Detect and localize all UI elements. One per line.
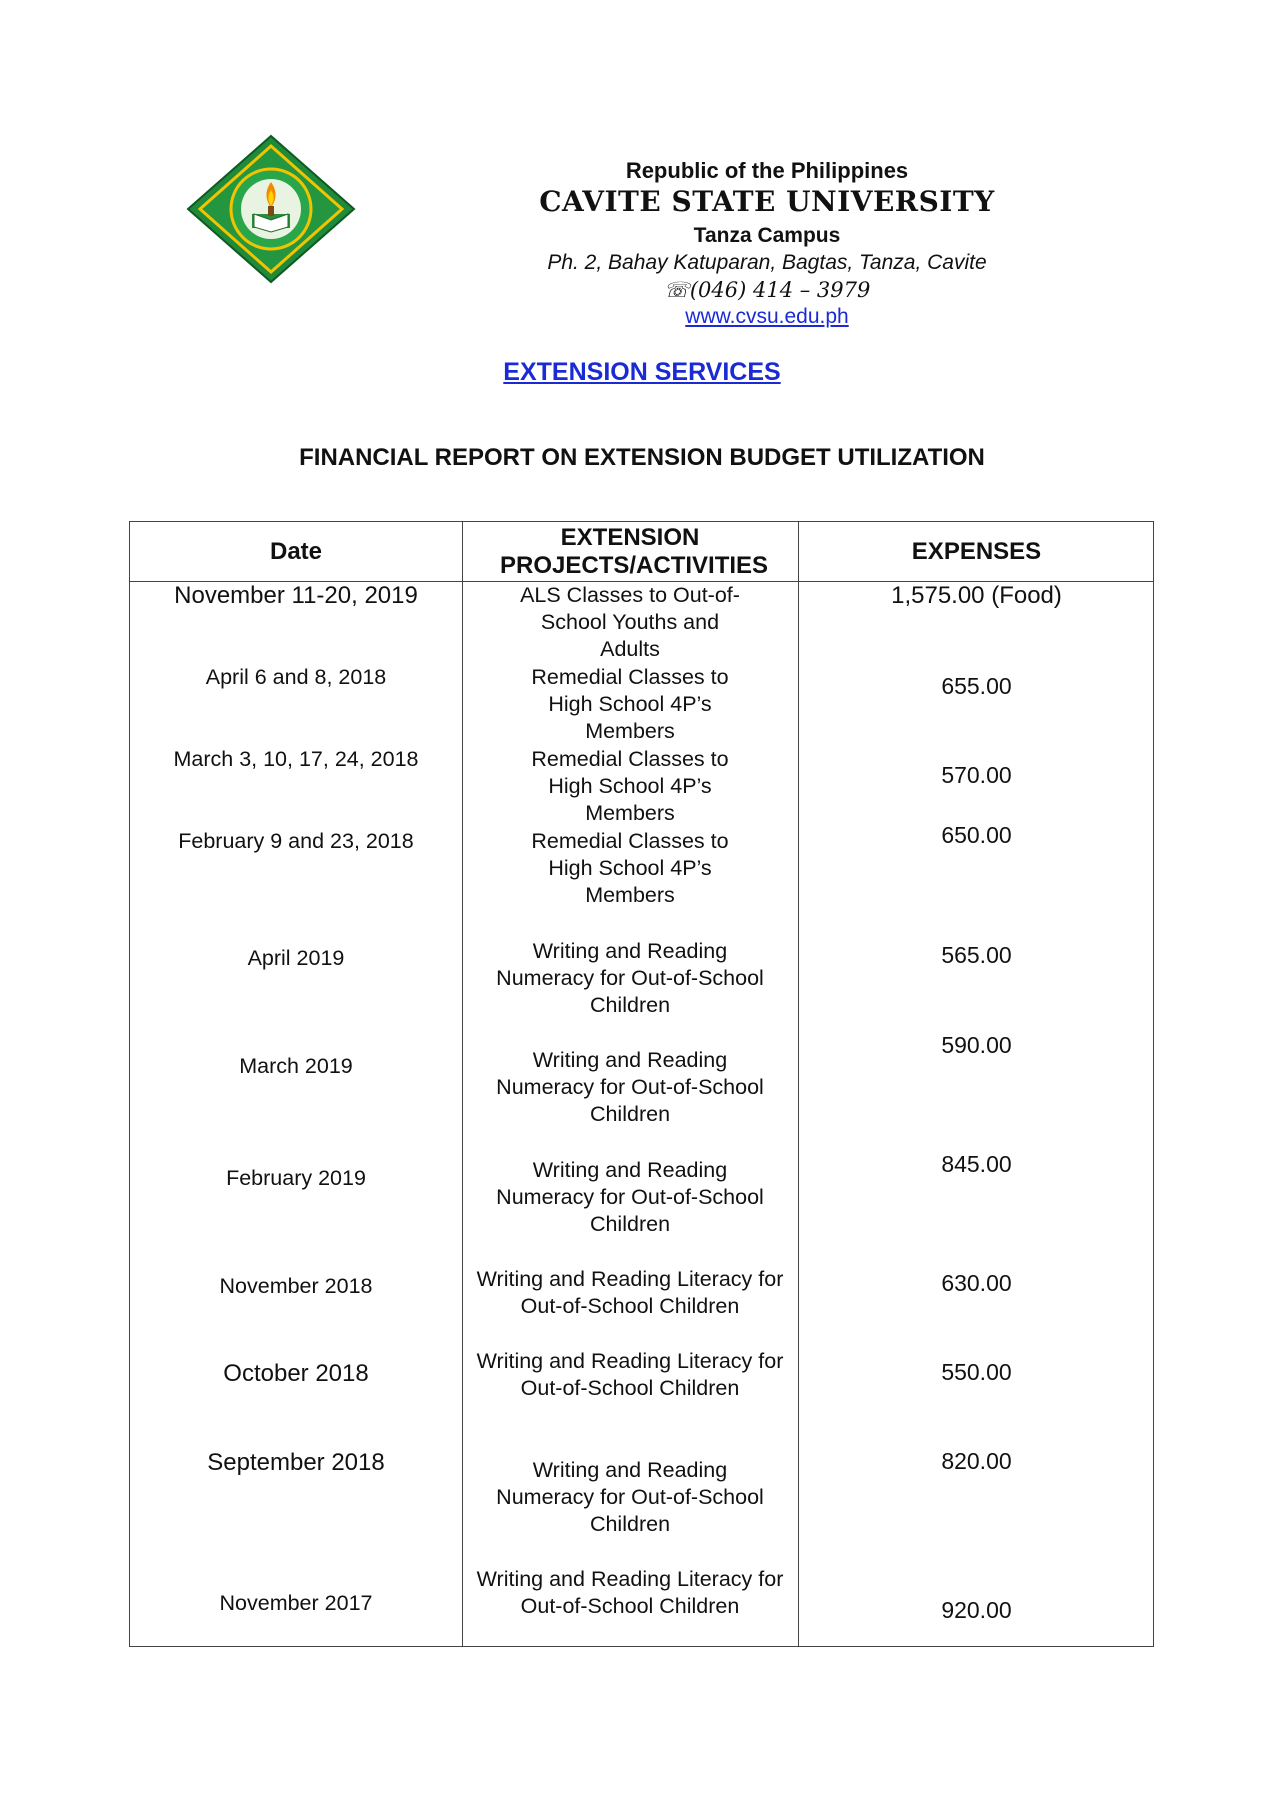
table-row-expense: 920.00 [941, 1597, 1012, 1623]
table-row-project: Writing and Reading Numeracy for Out-of-School Children [496, 1158, 764, 1236]
budget-table [129, 521, 1154, 1647]
telephone-icon: ☏ [663, 278, 690, 302]
header-date: Date [269, 537, 323, 565]
republic-line: Republic of the Philippines [625, 158, 909, 183]
campus-name: Tanza Campus [693, 224, 841, 247]
table-row-date: April 6 and 8, 2018 [205, 665, 387, 689]
table-row-project: Remedial Classes to High School 4P’s Members [531, 829, 729, 907]
table-row-expense: 565.00 [941, 942, 1012, 968]
table-row-project: Remedial Classes to High School 4P’s Members [531, 747, 729, 825]
table-row-date: March 2019 [239, 1054, 353, 1078]
table-row-expense: 550.00 [941, 1359, 1012, 1385]
website-link[interactable]: www.cvsu.edu.ph [685, 305, 849, 328]
table-row-date: March 3, 10, 17, 24, 2018 [173, 747, 419, 771]
table-row-project: Writing and Reading Literacy for Out-of-School Children [476, 1267, 784, 1318]
table-row-project: ALS Classes to Out-of-School Youths and Adults [520, 583, 740, 661]
phone-line [130, 278, 1274, 302]
header-expenses: EXPENSES [911, 537, 1042, 565]
table-row-project: Writing and Reading Literacy for Out-of-School Children [476, 1567, 784, 1618]
table-row-project: Writing and Reading Numeracy for Out-of-School Children [496, 1458, 764, 1536]
table-row-date: February 2019 [226, 1166, 366, 1190]
table-row-date: February 9 and 23, 2018 [178, 829, 414, 853]
table-row-expense: 590.00 [941, 1032, 1012, 1058]
table-row-date: November 11-20, 2019 [174, 582, 418, 609]
table-row-date: November 2018 [219, 1274, 373, 1298]
table-row-date: November 2017 [219, 1591, 373, 1615]
table-row-date: September 2018 [207, 1449, 385, 1476]
header-projects: EXTENSION PROJECTS/ACTIVITIES [500, 523, 769, 579]
table-row-expense: 630.00 [941, 1270, 1012, 1296]
table-row-project: Writing and Reading Numeracy for Out-of-School Children [496, 939, 764, 1017]
table-row-expense: 570.00 [941, 762, 1012, 788]
campus-address: Ph. 2, Bahay Katuparan, Bagtas, Tanza, Cavite [547, 251, 987, 274]
table-row-expense: 845.00 [941, 1151, 1012, 1177]
table-row-date: April 2019 [247, 946, 345, 970]
table-row-expense: 820.00 [941, 1448, 1012, 1474]
report-title: FINANCIAL REPORT ON EXTENSION BUDGET UTILIZATION [299, 444, 985, 471]
university-name: CAVITE STATE UNIVERSITY [539, 185, 995, 218]
table-row-expense: 650.00 [941, 822, 1012, 848]
table-row-expense: 655.00 [941, 673, 1012, 699]
table-row-project: Writing and Reading Literacy for Out-of-School Children [476, 1349, 784, 1400]
table-row-date: October 2018 [223, 1360, 369, 1387]
table-row-expense: 1,575.00 (Food) [891, 582, 1062, 609]
table-row-project: Remedial Classes to High School 4P’s Members [531, 665, 729, 743]
phone-number: (046) 414 – 3979 [689, 278, 871, 302]
table-row-project: Writing and Reading Numeracy for Out-of-School Children [496, 1048, 764, 1126]
section-title[interactable]: EXTENSION SERVICES [503, 358, 781, 386]
